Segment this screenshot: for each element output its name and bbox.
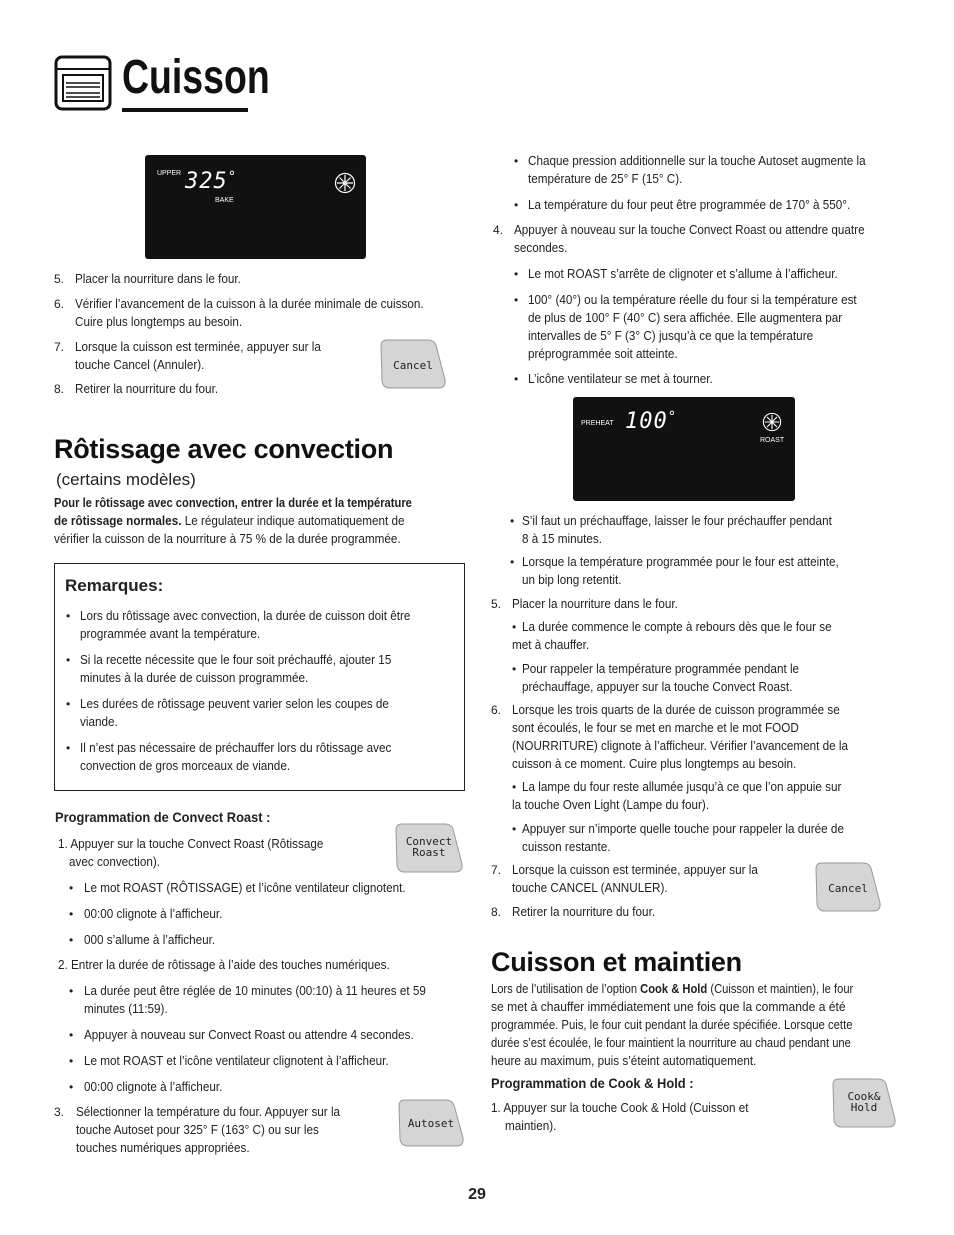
step-text: touches numériques appropriées. <box>76 1140 250 1155</box>
bullet-text: Le mot ROAST (RÔTISSAGE) et l’icône ventilateur clignotent. <box>84 880 406 895</box>
bullet-text: intervalles de 5° F (3° C) jusqu’à ce que la température <box>528 328 814 343</box>
cancel-key: Cancel <box>378 338 448 390</box>
step-number: 4. <box>493 223 504 237</box>
section-title-rotissage: Rôtissage avec convection <box>54 434 394 464</box>
step-text: Vérifier l’avancement de la cuisson à la durée minimale de cuisson. <box>75 296 424 311</box>
bullet: • <box>66 653 71 667</box>
lcd-temperature: 100° <box>625 409 678 434</box>
bullet-text: cuisson restante. <box>522 839 611 854</box>
intro-text: Pour le rôtissage avec convection, entrer la durée et la température <box>54 495 412 510</box>
step-text: Placer la nourriture dans le four. <box>75 271 241 286</box>
bullet-text: Le mot ROAST s’arrête de clignoter et s’allume à l’afficheur. <box>528 266 838 281</box>
remarques-title: Remarques: <box>65 576 164 595</box>
step-text: Appuyer à nouveau sur la touche Convect Roast ou attendre quatre <box>514 222 865 237</box>
lcd-mode-label: PREHEAT <box>581 420 614 427</box>
cook-hold-key: Cook& Hold <box>830 1077 898 1129</box>
intro-text: de rôtissage normales. Le régulateur indique automatiquement de <box>54 513 405 528</box>
bullet: • <box>512 662 517 676</box>
bullet: • <box>69 881 74 895</box>
cancel-key: Cancel <box>813 861 883 913</box>
remarque-text: viande. <box>80 714 118 729</box>
remarque-text: Lors du rôtissage avec convection, la durée de cuisson doit être <box>80 608 411 623</box>
bullet: • <box>514 154 519 168</box>
lcd-temperature: 325° <box>185 169 238 194</box>
title-underline <box>122 108 248 112</box>
bullet-text: préchauffage, appuyer sur la touche Convect Roast. <box>522 679 793 694</box>
bullet: • <box>69 984 74 998</box>
step-text: Cuire plus longtemps au besoin. <box>75 314 243 329</box>
step-text: avec convection). <box>69 854 161 869</box>
bullet-text: La durée commence le compte à rebours dès que le four se <box>522 619 832 634</box>
step-text: 1. Appuyer sur la touche Convect Roast (Rôtissage <box>58 836 324 851</box>
lcd-mode-label: UPPER <box>157 170 182 177</box>
step-text: touche Cancel (Annuler). <box>75 357 205 372</box>
bullet: • <box>69 1054 74 1068</box>
section-title-cuisson-maintien: Cuisson et maintien <box>491 947 742 977</box>
bullet: • <box>66 697 71 711</box>
step-text: Sélectionner la température du four. Appuyer sur la <box>76 1104 341 1119</box>
fan-icon <box>762 412 782 432</box>
step-text: Lorsque les trois quarts de la durée de cuisson programmée se <box>512 702 840 717</box>
step-text: 2. Entrer la durée de rôtissage à l’aide des touches numériques. <box>58 957 390 972</box>
lcd-function-label: BAKE <box>215 197 234 204</box>
lcd-display-preheat <box>573 397 795 501</box>
step-text: secondes. <box>514 240 568 255</box>
bullet: • <box>512 620 517 634</box>
remarque-text: minutes à la durée de cuisson programmée. <box>80 670 309 685</box>
step-text: sont écoulés, le four se met en marche et le mot FOOD <box>512 720 799 735</box>
programmation-title: Programmation de Cook & Hold : <box>491 1075 694 1091</box>
bullet-text: Chaque pression additionnelle sur la touche Autoset augmente la <box>528 153 866 168</box>
bullet: • <box>66 609 71 623</box>
step-number: 8. <box>491 905 502 919</box>
bullet-text: Lorsque la température programmée pour le four est atteinte, <box>522 554 839 569</box>
bullet: • <box>510 514 515 528</box>
paragraph-text: durée s’est écoulée, le four maintient la nourriture au chaud pendant une <box>491 1035 851 1050</box>
bullet: • <box>512 822 517 836</box>
bullet-text: met à chauffer. <box>512 637 590 652</box>
step-text: (NOURRITURE) clignote à l’afficheur. Vérifier l’avancement de la <box>512 738 848 753</box>
paragraph-text: se met à chauffer immédiatement une fois que la commande a été <box>491 999 846 1014</box>
bullet-text: L’icône ventilateur se met à tourner. <box>528 371 713 386</box>
step-text: cuisson à ce moment. Cuire plus longtemps au besoin. <box>512 756 797 771</box>
remarque-text: Il n’est pas nécessaire de préchauffer lors du rôtissage avec <box>80 740 392 755</box>
step-text: touche CANCEL (ANNULER). <box>512 880 668 895</box>
step-number: 6. <box>54 297 65 311</box>
remarque-text: Si la recette nécessite que le four soit préchauffé, ajouter 15 <box>80 652 392 667</box>
remarque-text: programmée avant la température. <box>80 626 261 641</box>
bullet: • <box>510 555 515 569</box>
bullet: • <box>514 372 519 386</box>
bullet-text: Appuyer à nouveau sur Convect Roast ou attendre 4 secondes. <box>84 1027 414 1042</box>
paragraph-text: Lors de l’utilisation de l’option Cook & Hold (Cuisson et maintien), le four <box>491 981 854 996</box>
bullet: • <box>512 780 517 794</box>
bullet: • <box>514 198 519 212</box>
section-subtitle: (certains modèles) <box>56 470 196 489</box>
step-number: 7. <box>491 863 502 877</box>
remarque-text: convection de gros morceaux de viande. <box>80 758 291 773</box>
step-text: Lorsque la cuisson est terminée, appuyer sur la <box>75 339 321 354</box>
bullet: • <box>69 907 74 921</box>
bullet: • <box>514 293 519 307</box>
bullet-text: Pour rappeler la température programmée pendant le <box>522 661 800 676</box>
convect-roast-key: Convect Roast <box>393 822 465 874</box>
bullet: • <box>69 1080 74 1094</box>
bullet-text: La durée peut être réglée de 10 minutes (00:10) à 11 heures et 59 <box>84 983 426 998</box>
step-number: 3. <box>54 1105 65 1119</box>
bullet-text: la touche Oven Light (Lampe du four). <box>512 797 710 812</box>
bullet-text: S’il faut un préchauffage, laisser le four préchauffer pendant <box>522 513 832 528</box>
step-number: 6. <box>491 703 502 717</box>
bullet-text: 8 à 15 minutes. <box>522 531 603 546</box>
bullet: • <box>69 933 74 947</box>
programmation-title: Programmation de Convect Roast : <box>55 809 271 825</box>
step-text: Retirer la nourriture du four. <box>75 381 219 396</box>
page-title: Cuisson <box>122 51 270 104</box>
autoset-key: Autoset <box>396 1098 466 1148</box>
lcd-display-bake <box>145 155 366 259</box>
step-text: Lorsque la cuisson est terminée, appuyer sur la <box>512 862 758 877</box>
step-text: maintien). <box>505 1118 557 1133</box>
bullet-text: Appuyer sur n’importe quelle touche pour rappeler la durée de <box>522 821 844 836</box>
bullet-text: La lampe du four reste allumée jusqu’à ce que l’on appuie sur <box>522 779 842 794</box>
intro-text: vérifier la cuisson de la nourriture à 75 % de la durée programmée. <box>54 531 401 546</box>
bullet-text: minutes (11:59). <box>84 1001 168 1016</box>
bullet-text: préprogrammée soit atteinte. <box>528 346 678 361</box>
step-number: 5. <box>54 272 65 286</box>
step-text: Retirer la nourriture du four. <box>512 904 656 919</box>
paragraph-text: programmée. Puis, le four cuit pendant la durée spécifiée. Lorsque cette <box>491 1017 853 1032</box>
fan-icon <box>334 172 356 194</box>
step-number: 8. <box>54 382 65 396</box>
bullet: • <box>66 741 71 755</box>
step-text: Placer la nourriture dans le four. <box>512 596 678 611</box>
oven-icon <box>54 55 112 111</box>
bullet-text: Le mot ROAST et l’icône ventilateur clignotent à l’afficheur. <box>84 1053 389 1068</box>
bullet-text: un bip long retentit. <box>522 572 622 587</box>
remarque-text: Les durées de rôtissage peuvent varier selon les coupes de <box>80 696 389 711</box>
lcd-function-label: ROAST <box>760 437 785 444</box>
step-text: touche Autoset pour 325° F (163° C) ou sur les <box>76 1122 319 1137</box>
page-number: 29 <box>468 1186 486 1203</box>
step-text: 1. Appuyer sur la touche Cook & Hold (Cuisson et <box>491 1100 749 1115</box>
bullet: • <box>69 1028 74 1042</box>
bullet-text: de plus de 100° F (40° C) sera affichée. Elle augmentera par <box>528 310 843 325</box>
bullet-text: La température du four peut être programmée de 170° à 550°. <box>528 197 851 212</box>
bullet-text: 00:00 clignote à l’afficheur. <box>84 1079 223 1094</box>
paragraph-text: heure au maximum, puis s’éteint automatiquement. <box>491 1053 757 1068</box>
bullet-text: 100° (40°) ou la température réelle du four si la température est <box>528 292 857 307</box>
step-number: 5. <box>491 597 502 611</box>
bullet: • <box>514 267 519 281</box>
step-number: 7. <box>54 340 65 354</box>
bullet-text: 000 s’allume à l’afficheur. <box>84 932 216 947</box>
bullet-text: température de 25° F (15° C). <box>528 171 683 186</box>
bullet-text: 00:00 clignote à l’afficheur. <box>84 906 223 921</box>
